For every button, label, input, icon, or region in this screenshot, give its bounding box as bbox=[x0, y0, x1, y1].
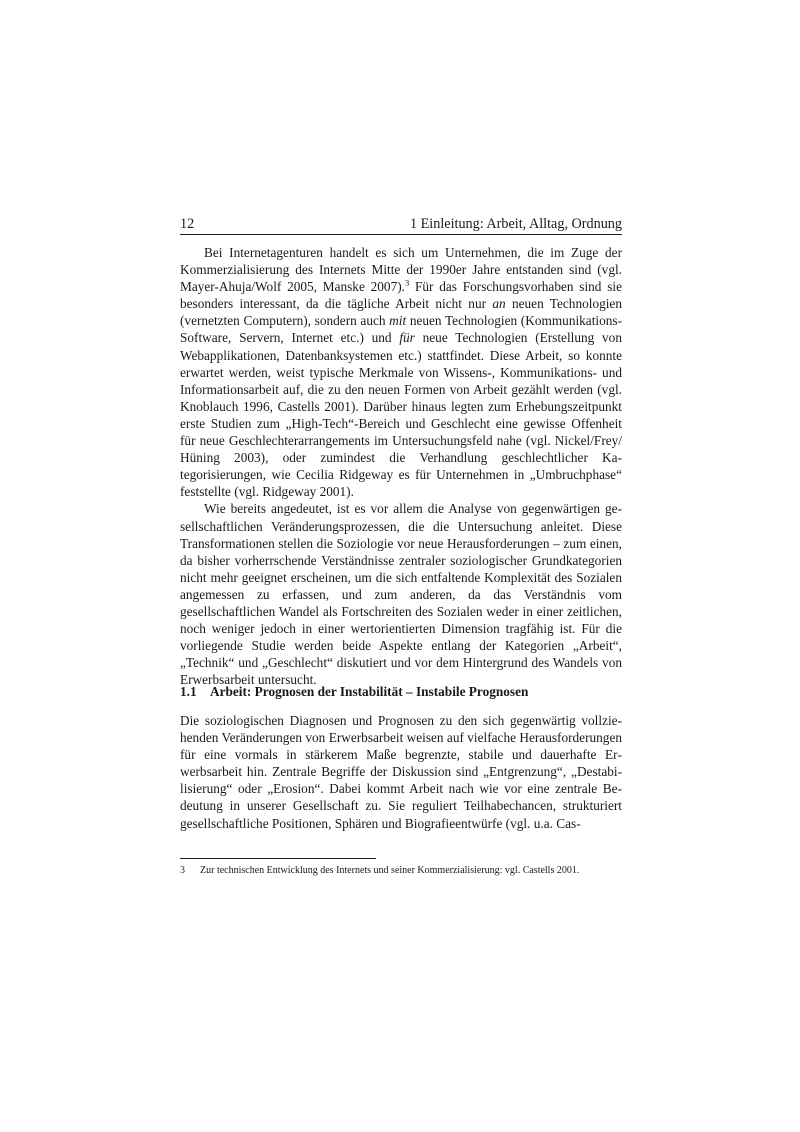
running-title: 1 Einleitung: Arbeit, Alltag, Ordnung bbox=[409, 216, 622, 232]
text-run: Wie bereits angedeutet, ist es vor allem die Analyse von gegenwärtigen gesellschaftlichen Veränderungsprozessen, die die Untersuchung anleitet. Diese Transformationen stellen die Soziologie vor neue Herausforderungen – zum einen, da bisher vorherrschende Verständnisse zentraler soziologischer Grundkategorien nicht mehr geeignet erscheinen, um die sich entfaltende Komplexität des Sozialen angemessen zu erfassen, und zum anderen, da das Verständnis vom gesellschaftlichen Wandel als Fortschreiten des Sozialen weder in einer zeitlichen, noch weniger jedoch in einer wertorientierten Dimension tragfähig ist. Für die vorliegende Studie werden beide Aspekte entlang der Kategorien „Arbeit“, „Technik“ und „Geschlecht“ diskutiert und vor dem Hintergrund des Wandels von Erwerbsarbeit untersucht. bbox=[180, 501, 622, 688]
emphasis: an bbox=[492, 296, 506, 312]
text-run: neue Technologien (Erstellung von Webapplikationen, Datenbanksystemen etc.) stattfindet. Diese Arbeit, so konnte erwartet werden, weist typische Merkmale von Wissens-, Kommunikations- und Informationsarbeit auf, die zu den neuen Formen von Arbeit gezählt werden (vgl. Knoblauch 1996, Castells 2001). Darüber hinaus legten zum Erhebungszeitpunkt erste Studien zum „High-Tech“-Bereich und Geschlecht eine gewisse Offenheit für neue Geschlechterarrangements im Untersuchungsfeld nahe (vgl. Nickel/Frey/ Hüning 2003), oder zumindest die Verhandlung geschlechtlicher Kategorisierungen, wie Cecilia Ridgeway es für Unternehmen in „Umbruchphase“ feststellte (vgl. Ridgeway 2001). bbox=[180, 330, 622, 500]
body-text bbox=[180, 244, 622, 688]
text-run: Bei Internetagenturen handelt es sich um Unternehmen, die im Zuge der Kommerzialisierung des Internets Mitte der 1990er Jahre entstanden sind (vgl. Mayer-Ahuja/Wolf 2005, Manske 2007). bbox=[180, 245, 622, 295]
footnote-marker: 3 bbox=[404, 277, 410, 288]
section-title: Arbeit: Prognosen der Instabilität – Instabile Prognosen bbox=[210, 684, 529, 699]
page-number: 12 bbox=[180, 216, 195, 232]
footnote-text: Zur technischen Entwicklung des Internets und seiner Kommerzialisierung: vgl. Castells 2001. bbox=[200, 865, 580, 876]
emphasis: für bbox=[399, 330, 415, 346]
section-body bbox=[180, 712, 622, 832]
section-paragraph: Die soziologischen Diagnosen und Prognosen zu den sich gegenwärtig vollziehenden Veränderungen von Erwerbsarbeit weisen auf vielfache Herausforderungen für eine vormals in stärkerem Maße begrenzte, stabile und dauerhafte Erwerbsarbeit hin. Zentrale Begriffe der Diskussion sind „Entgrenzung“, „Destabilisierung“ oder „Erosion“. Dabei kommt Arbeit nach wie vor eine zentrale Bedeutung in unserer Gesellschaft zu. Sie reguliert Teilhabechancen, strukturiert gesellschaftliche Positionen, Sphären und Biografieentwürfe (vgl. u.a. Cas- bbox=[180, 713, 622, 831]
section-heading bbox=[180, 683, 622, 701]
text-run: neuen Technologien (vernetzten Computern), sondern auch bbox=[180, 296, 622, 329]
page-header bbox=[180, 214, 622, 235]
emphasis: mit bbox=[389, 313, 407, 329]
book-page bbox=[180, 0, 622, 1132]
text-run: neuen Technologien (Kommunikations-Software, Servern, Internet etc.) und bbox=[180, 313, 622, 346]
footnote-number: 3 bbox=[180, 865, 185, 876]
footnote-divider bbox=[180, 858, 376, 859]
text-run: Für das Forschungsvorhaben sind sie besonders interessant, da die tägliche Arbeit nicht nur bbox=[180, 279, 622, 312]
footnote bbox=[180, 864, 622, 878]
section-number: 1.1 bbox=[180, 684, 197, 699]
paragraph bbox=[180, 244, 622, 500]
paragraph bbox=[180, 500, 622, 688]
